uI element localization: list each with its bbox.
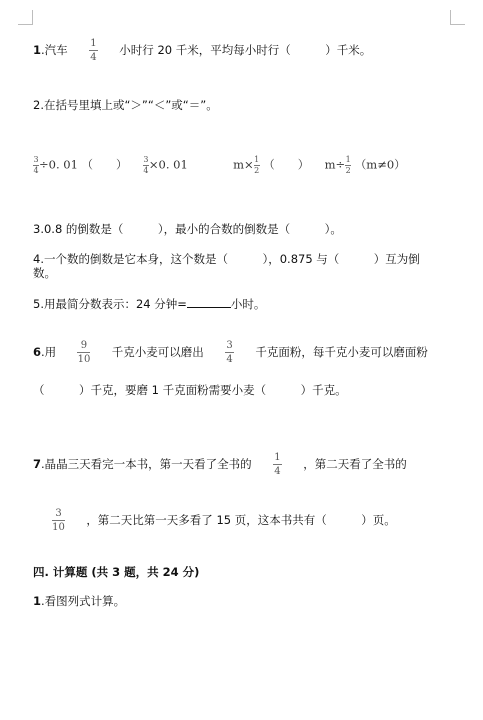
fraction-one-quarter: $\frac{1}{4}$ — [274, 452, 281, 477]
question-2: 2.在括号里填上或“＞”“＜”或“＝”。 — [33, 98, 218, 112]
question-3: 3.0.8 的倒数是（ ），最小的合数的倒数是（ ）。 — [33, 222, 342, 236]
question-7: 7.晶晶三天看完一本书，第一天看了全书的 $\frac{1}{4}$ ，第二天看了全书的 — [33, 452, 407, 477]
fraction-one-quarter: $\frac{1}{4}$ — [90, 38, 97, 63]
fraction-three-quarters: $\frac{3}{4}$ — [226, 340, 233, 365]
answer-blank — [187, 297, 231, 308]
question-7-continued: $\frac{3}{10}$ ，第二天比第一天多看了 15 页，这本书共有（ ）页。 — [52, 508, 396, 533]
margin-mark-top-right — [450, 10, 465, 25]
question-6-continued: （ ）千克，要磨 1 千克面粉需要小麦（ ）千克。 — [33, 383, 347, 397]
fraction-nine-tenths: $\frac{9}{10}$ — [77, 340, 91, 365]
question-4-continued: 数。 — [33, 266, 56, 280]
fraction-three-tenths: $\frac{3}{10}$ — [52, 508, 65, 533]
question-1: 1.汽车 $\frac{1}{4}$ 小时行 20 千米，平均每小时行（ ）千米。 — [33, 38, 372, 63]
question-5: 5.用最简分数表示：24 分钟= 小时。 — [33, 297, 266, 311]
margin-mark-top-left — [18, 10, 33, 25]
question-4: 4.一个数的倒数是它本身，这个数是（ ），0.875 与（ ）互为倒 — [33, 252, 420, 266]
question-2-comparisons: $\frac{3}{4}$ ÷0. 01 （ ） $\frac{3}{4}$ ×0. 01 m× $\frac{1}{2}$ （ ） m÷ $\frac{1}{2}$ （m≠0） — [33, 155, 406, 175]
section-4-heading: 四. 计算题 (共 3 题，共 24 分) — [33, 565, 200, 579]
section-4-question-1: 1.看图列式计算。 — [33, 594, 126, 608]
question-6: 6.用 $\frac{9}{10}$ 千克小麦可以磨出 $\frac{3}{4}$ 千克面粉，每千克小麦可以磨面粉 — [33, 340, 428, 365]
